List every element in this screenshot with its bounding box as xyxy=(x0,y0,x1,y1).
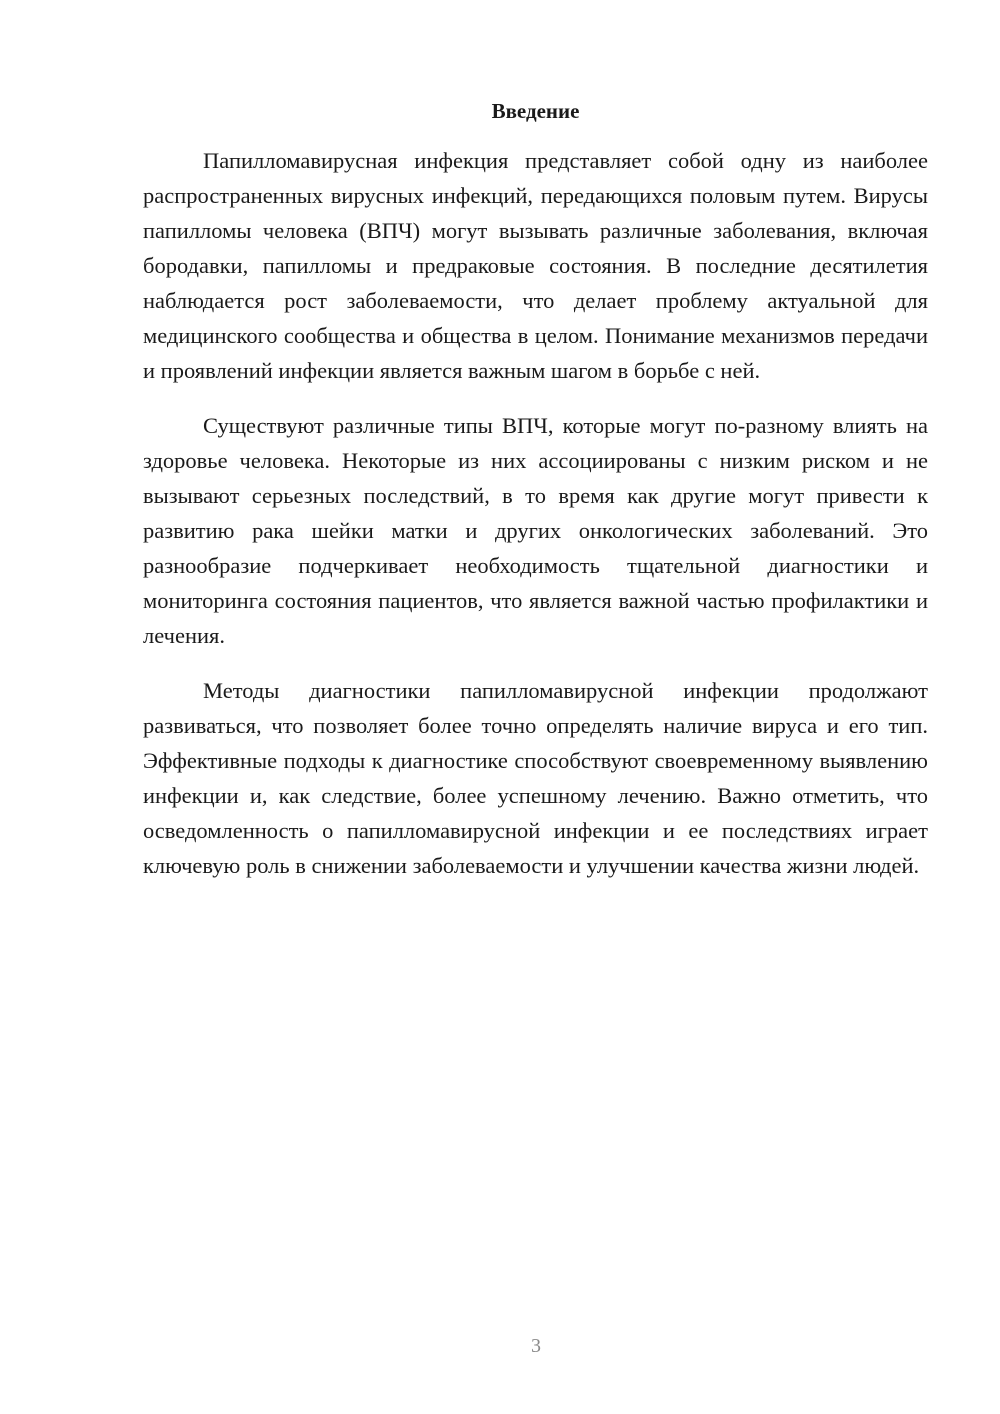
body-text xyxy=(143,143,928,903)
paragraph-2: Существуют различные типы ВПЧ, которые могут по-разному влиять на здоровье человека. Некоторые из них ассоциированы с низким риском и не вызывают серьезных последствий, в то время как другие могут привести к развитию рака шейки матки и других онкологических заболеваний. Это разнообразие подчеркивает необходимость тщательной диагностики и мониторинга состояния пациентов, что является важной частью профилактики и лечения. xyxy=(143,413,928,648)
section-title: Введение xyxy=(491,99,580,123)
page-number: 3 xyxy=(531,1335,541,1357)
paragraph-1: Папилломавирусная инфекция представляет собой одну из наиболее распространенных вирусных инфекций, передающихся половым путем. Вирусы папилломы человека (ВПЧ) могут вызывать различные заболевания, включая бородавки, папилломы и предраковые состояния. В последние десятилетия наблюдается рост заболеваемости, что делает проблему актуальной для медицинского сообщества и общества в целом. Понимание механизмов передачи и проявлений инфекции является важным шагом в борьбе с ней. xyxy=(143,148,928,383)
paragraph-3: Методы диагностики папилломавирусной инфекции продолжают развиваться, что позволяет более точно определять наличие вируса и его тип. Эффективные подходы к диагностике способствуют своевременному выявлению инфекции и, как следствие, более успешному лечению. Важно отметить, что осведомленность о папилломавирусной инфекции и ее последствиях играет ключевую роль в снижении заболеваемости и улучшении качества жизни людей. xyxy=(143,678,928,878)
